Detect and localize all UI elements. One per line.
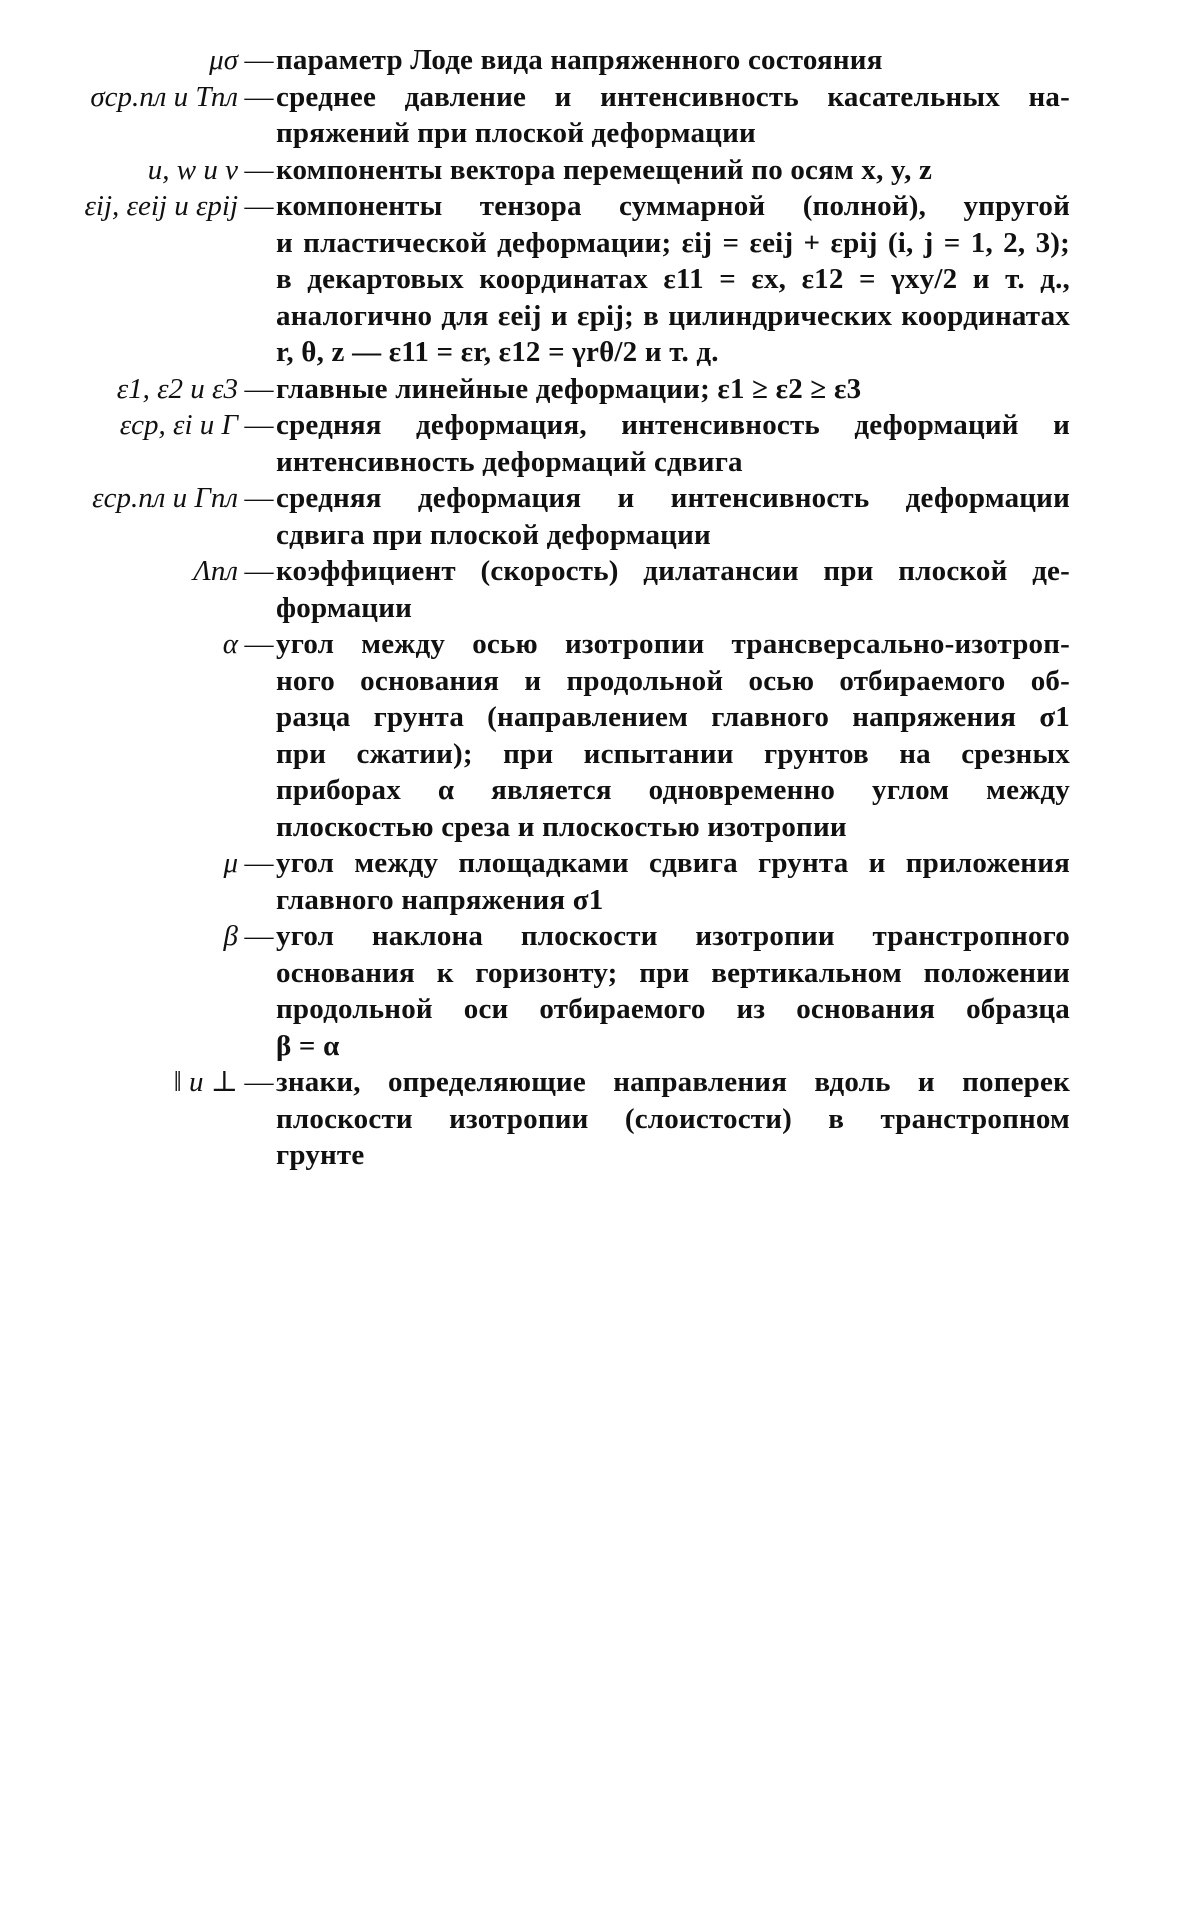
definition-line: r, θ, z — ε11 = εr, ε12 = γrθ/2 и т. д. <box>276 336 719 368</box>
entry-definition <box>276 42 1070 79</box>
definition-line: главные линейные деформации; ε1 ≥ ε2 ≥ ε3 <box>276 372 862 405</box>
definition-line: разца грунта (направлением главного напряжения σ1 <box>276 701 1070 733</box>
entry-dash: — <box>244 482 274 514</box>
definition-line: грунте <box>276 1139 365 1171</box>
entry-dash: — <box>244 372 274 405</box>
entry-term: u, w и v <box>147 153 238 186</box>
definition-line: компоненты вектора перемещений по осям x, y, z <box>276 153 933 186</box>
definition-line: угол между осью изотропии трансверсально-изотроп- <box>276 628 1070 660</box>
entry-dash: — <box>244 555 274 587</box>
entry-dash: — <box>244 80 274 113</box>
entry-definition <box>276 845 1070 918</box>
definition-line: при сжатии); при испытании грунтов на срезных <box>276 737 1070 770</box>
definition-line: интенсивность деформаций сдвига <box>276 445 743 478</box>
entry-dash: — <box>244 920 274 952</box>
entry-definition <box>276 480 1070 553</box>
definition-line: β = α <box>276 1029 340 1062</box>
entry-term: μ <box>223 847 238 879</box>
entry-term: ε1, ε2 и ε3 <box>116 372 238 405</box>
definition-line: пряжений при плоской деформации <box>276 117 756 149</box>
definition-line: основания к горизонту; при вертикальном положении <box>276 956 1070 989</box>
entry-definition <box>276 918 1070 1064</box>
definition-line: ного основания и продольной осью отбираемого об- <box>276 664 1070 697</box>
entry-term: σср.пл и Тпл <box>90 80 238 113</box>
definition-line: приборах α является одновременно углом между <box>276 774 1070 806</box>
glossary-entry <box>30 79 1070 152</box>
glossary-entry <box>30 845 1070 918</box>
entry-dash: — <box>244 153 274 186</box>
entry-dash: — <box>244 628 274 660</box>
entry-dash: — <box>244 190 274 222</box>
entry-term: Λпл <box>193 555 238 587</box>
glossary-entry <box>30 480 1070 553</box>
definition-line: плоскости изотропии (слоистости) в транстропном <box>276 1102 1070 1135</box>
entry-dash: — <box>244 44 274 76</box>
entry-definition <box>276 553 1070 626</box>
definition-line: и пластической деформации; εij = εeij + εpij (i, j = 1, 2, 3); <box>276 226 1070 259</box>
definition-line: знаки, определяющие направления вдоль и поперек <box>276 1066 1070 1098</box>
entry-definition <box>276 407 1070 480</box>
definition-line: средняя деформация и интенсивность деформации <box>276 482 1070 514</box>
entry-term: α <box>222 628 238 660</box>
entry-term: μσ <box>209 44 238 76</box>
entry-term: εij, εeij и εpij <box>84 190 238 222</box>
entry-definition <box>276 371 1070 408</box>
entry-term: ‖ и ⊥ <box>173 1066 238 1098</box>
definition-line: коэффициент (скорость) дилатансии при плоской де- <box>276 555 1070 587</box>
definition-line: формации <box>276 591 413 624</box>
glossary-entry <box>30 1064 1070 1174</box>
glossary-entry <box>30 371 1070 408</box>
notation-glossary <box>30 42 1070 1174</box>
definition-line: среднее давление и интенсивность касательных на- <box>276 80 1070 113</box>
glossary-entry <box>30 553 1070 626</box>
entry-definition <box>276 79 1070 152</box>
glossary-entry <box>30 188 1070 371</box>
definition-line: параметр Лоде вида напряженного состояния <box>276 44 883 76</box>
definition-line: угол между площадками сдвига грунта и приложения <box>276 847 1070 879</box>
entry-term: β <box>223 920 238 952</box>
entry-term: εср, εi и Г <box>119 409 238 441</box>
entry-definition <box>276 152 1070 189</box>
definition-line: плоскостью среза и плоскостью изотропии <box>276 810 847 843</box>
entry-dash: — <box>244 409 274 441</box>
entry-definition <box>276 1064 1070 1174</box>
definition-line: продольной оси отбираемого из основания образца <box>276 993 1070 1025</box>
glossary-entry <box>30 42 1070 79</box>
definition-line: компоненты тензора суммарной (полной), упругой <box>276 190 1070 222</box>
glossary-entry <box>30 918 1070 1064</box>
definition-line: сдвига при плоской деформации <box>276 518 711 551</box>
entry-dash: — <box>244 847 274 879</box>
definition-line: аналогично для εeij и εpij; в цилиндрических координатах <box>276 299 1070 332</box>
glossary-entry <box>30 152 1070 189</box>
entry-dash: — <box>244 1066 274 1098</box>
glossary-entry <box>30 407 1070 480</box>
entry-term: εср.пл и Гпл <box>92 482 238 514</box>
definition-line: средняя деформация, интенсивность деформаций и <box>276 409 1070 441</box>
entry-definition <box>276 626 1070 845</box>
glossary-entry <box>30 626 1070 845</box>
definition-line: главного напряжения σ1 <box>276 883 604 916</box>
definition-line: угол наклона плоскости изотропии транстропного <box>276 920 1070 952</box>
entry-definition <box>276 188 1070 371</box>
definition-line: в декартовых координатах ε11 = εx, ε12 = γxy/2 и т. д., <box>276 263 1070 295</box>
